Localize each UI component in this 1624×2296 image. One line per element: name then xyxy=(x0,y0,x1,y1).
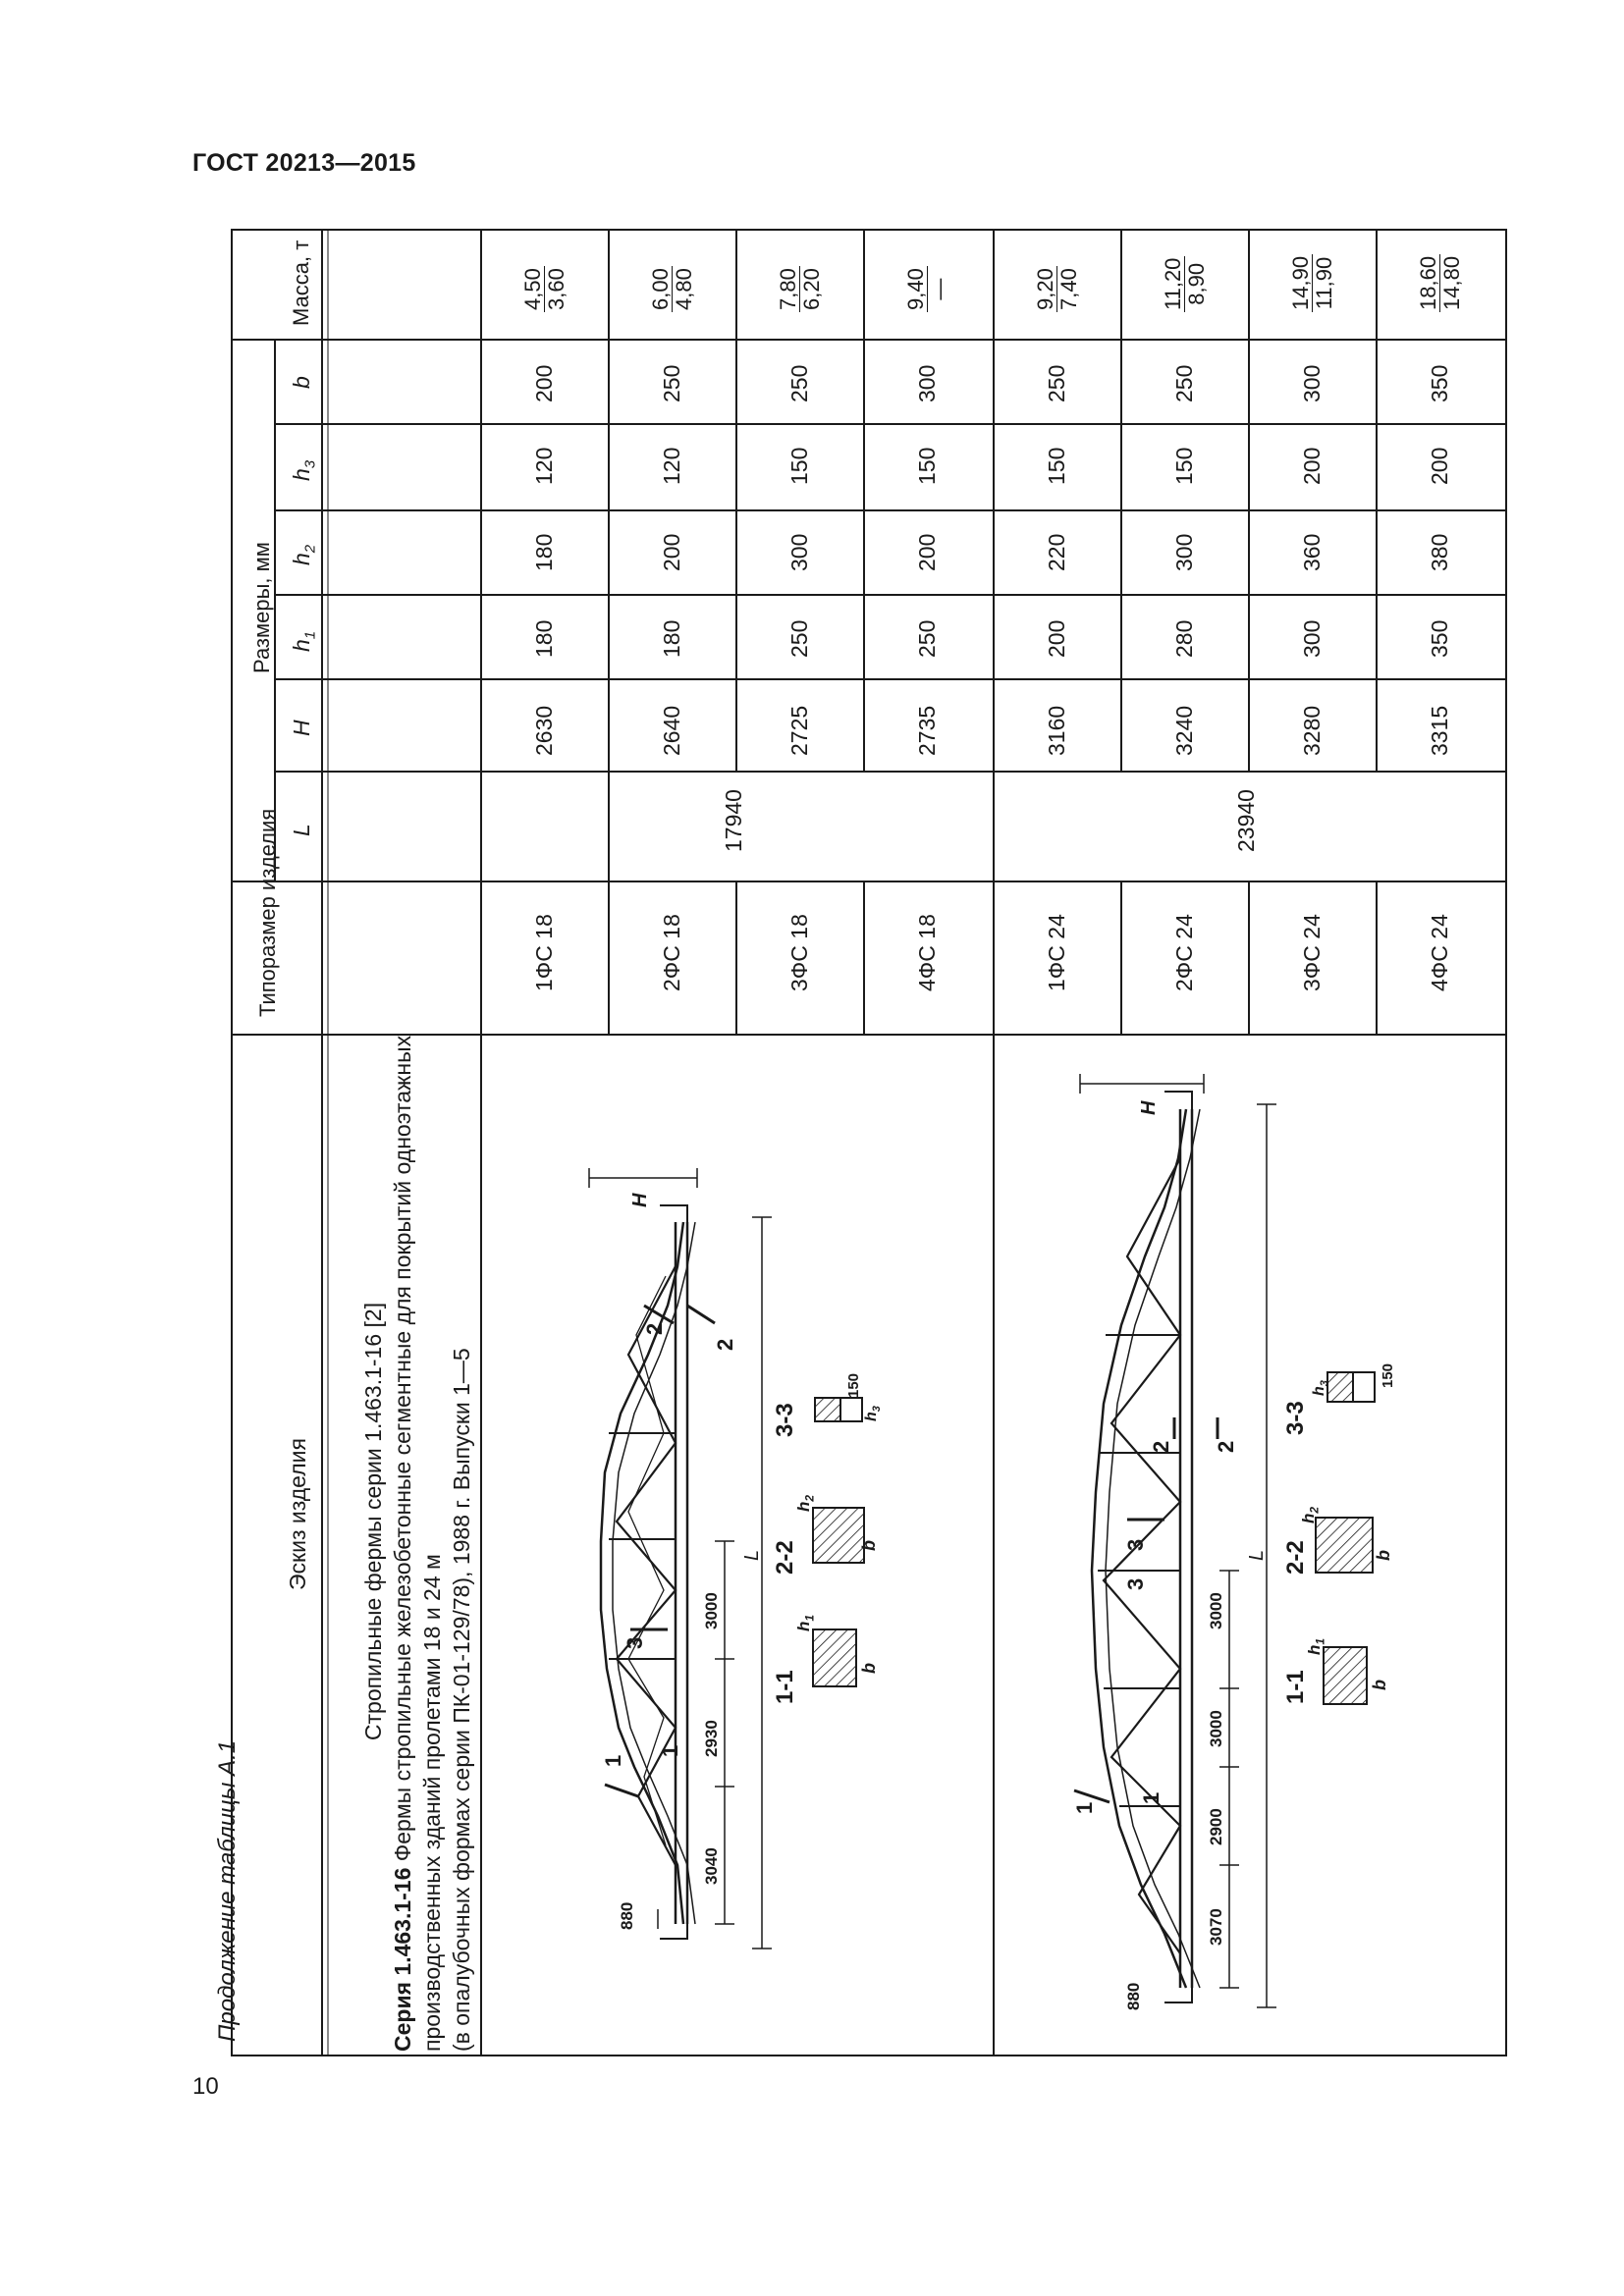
row-h3: 150 xyxy=(1171,447,1197,485)
header-dimensions: Размеры, мм xyxy=(249,542,274,673)
sketch24-mark-2b: 2 xyxy=(1214,1440,1238,1453)
row-H: 3280 xyxy=(1299,705,1325,756)
mass-denominator: — xyxy=(927,278,952,300)
header-mass: Масса, т xyxy=(289,240,313,326)
header-b: b xyxy=(289,376,314,389)
mass-numerator: 7,80 xyxy=(776,268,800,310)
sketch24-section-2-2: 2-2 xyxy=(1282,1540,1309,1575)
row-h1: 200 xyxy=(1044,619,1069,658)
row-h3: 200 xyxy=(1427,447,1452,485)
row-h2: 300 xyxy=(786,533,812,571)
row-H: 3240 xyxy=(1171,705,1197,756)
row-b: 300 xyxy=(1299,364,1325,402)
mass-denominator: 3,60 xyxy=(544,268,569,310)
row-h3: 120 xyxy=(531,447,557,485)
truss-18-sections xyxy=(601,1306,864,1796)
header-h1: $h_1$ xyxy=(289,630,319,652)
sketch18-section-2-2: 2-2 xyxy=(772,1540,798,1575)
table-continuation-caption: Продолжение таблицы А.1 xyxy=(214,1739,241,2042)
sketch18-mark-2b: 2 xyxy=(713,1338,737,1351)
row-b: 250 xyxy=(786,364,812,402)
sketch18-h1: $h_1$ xyxy=(794,1614,817,1631)
row-b: 250 xyxy=(1171,364,1197,402)
sketch18-mark-3: 3 xyxy=(623,1636,647,1649)
sketch18-mark-1b: 1 xyxy=(658,1744,682,1757)
row-H: 3160 xyxy=(1044,705,1069,756)
L-group-18: 17940 xyxy=(721,789,746,852)
row-h3: 150 xyxy=(1044,447,1069,485)
L-group-24: 23940 xyxy=(1233,789,1259,852)
row-H: 2725 xyxy=(786,705,812,756)
page-number: 10 xyxy=(192,2073,219,2100)
sketch24-dim1: 3070 xyxy=(1207,1908,1225,1946)
sketch24-section-1-1: 1-1 xyxy=(1282,1670,1309,1704)
row-h1: 280 xyxy=(1171,619,1197,658)
sketch18-b2: b xyxy=(859,1540,879,1551)
truss-24-drawing xyxy=(1080,1074,1276,2007)
series-title: Стропильные фермы серии 1.463.1-16 [2] xyxy=(360,1302,386,1741)
sketch18-mark-1: 1 xyxy=(601,1754,625,1767)
series-desc: Фермы стропильные железобетонные сегментные для покрытий одноэтажных производственных зданий пролетами 18 и 24 м xyxy=(390,1035,445,2052)
row-h3: 150 xyxy=(786,447,812,485)
row-b: 300 xyxy=(914,364,940,402)
row-b: 350 xyxy=(1427,364,1452,402)
row-h2: 200 xyxy=(659,533,684,571)
sketch18-section-3-3: 3-3 xyxy=(772,1403,798,1437)
row-b: 250 xyxy=(659,364,684,402)
sketch18-150: 150 xyxy=(845,1372,862,1398)
mass-denominator: 11,90 xyxy=(1312,256,1337,310)
header-h2: $h_2$ xyxy=(289,544,319,565)
sketch24-mark-1: 1 xyxy=(1072,1801,1097,1814)
mass-numerator: 14,90 xyxy=(1288,255,1313,310)
mass-numerator: 9,20 xyxy=(1033,268,1057,310)
mass-denominator: 4,80 xyxy=(672,268,697,310)
row-H: 2735 xyxy=(914,705,940,756)
row-h3: 200 xyxy=(1299,447,1325,485)
series-code: Серия 1.463.1-16 xyxy=(390,1867,415,2052)
mass-numerator: 6,00 xyxy=(648,268,673,310)
sketch24-section-3-3: 3-3 xyxy=(1282,1401,1309,1435)
sketch18-dim3: 3000 xyxy=(702,1592,721,1629)
sketch24-dim3: 3000 xyxy=(1207,1710,1225,1747)
sketch24-h2: $h_2$ xyxy=(1299,1506,1322,1523)
sketch24-H-label: H xyxy=(1138,1100,1160,1115)
row-type: 4ФС 24 xyxy=(1427,914,1452,991)
row-h2: 180 xyxy=(531,533,557,571)
row-type: 2ФС 24 xyxy=(1171,914,1197,991)
row-type: 3ФС 24 xyxy=(1299,914,1325,991)
row-h2: 300 xyxy=(1171,533,1197,571)
row-H: 3315 xyxy=(1427,705,1452,756)
sketch18-dim1: 3040 xyxy=(702,1847,721,1885)
row-H: 2640 xyxy=(659,705,684,756)
sketch18-H-label: H xyxy=(629,1193,651,1207)
row-h3: 120 xyxy=(659,447,684,485)
row-h1: 180 xyxy=(659,619,684,658)
mass-denominator: 14,80 xyxy=(1439,255,1465,310)
row-h1: 350 xyxy=(1427,619,1452,658)
sketch18-h2: $h_2$ xyxy=(794,1494,817,1512)
sketch24-h3: $h_3$ xyxy=(1311,1380,1331,1396)
sketch18-880: 880 xyxy=(618,1901,636,1930)
row-b: 250 xyxy=(1044,364,1069,402)
header-sketch: Эскиз изделия xyxy=(285,1438,310,1590)
row-h2: 360 xyxy=(1299,533,1325,571)
sketch24-L-label: L xyxy=(1246,1549,1268,1561)
row-h1: 180 xyxy=(531,619,557,658)
row-H: 2630 xyxy=(531,705,557,756)
row-type: 2ФС 18 xyxy=(659,914,684,991)
sketch24-b2: b xyxy=(1374,1550,1393,1561)
row-h2: 220 xyxy=(1044,533,1069,571)
row-type: 4ФС 18 xyxy=(914,914,940,991)
document-header: ГОСТ 20213—2015 xyxy=(192,149,416,177)
series-desc2: (в опалубочных формах серии ПК-01-129/78), 1988 г. Выпуски 1—5 xyxy=(449,1348,474,2052)
row-h2: 200 xyxy=(914,533,940,571)
row-h1: 300 xyxy=(1299,619,1325,658)
header-L: L xyxy=(289,824,314,836)
row-type: 3ФС 18 xyxy=(786,914,812,991)
sketch18-h3: $h_3$ xyxy=(863,1406,884,1421)
sketch24-mark-3: 3 xyxy=(1123,1577,1148,1590)
sketch18-L-label: L xyxy=(741,1549,763,1561)
row-type: 1ФС 24 xyxy=(1044,914,1069,991)
sketch18-b1: b xyxy=(859,1663,879,1674)
row-h3: 150 xyxy=(914,447,940,485)
sketch24-dim4: 3000 xyxy=(1207,1592,1225,1629)
sketch18-dim2: 2930 xyxy=(702,1720,721,1757)
row-type: 1ФС 18 xyxy=(531,914,557,991)
sketch24-b1: b xyxy=(1370,1680,1389,1690)
mass-denominator: 7,40 xyxy=(1056,268,1082,310)
row-b: 200 xyxy=(531,364,557,402)
header-H: H xyxy=(289,720,314,736)
sketch24-150: 150 xyxy=(1380,1362,1396,1388)
row-h1: 250 xyxy=(786,619,812,658)
row-h1: 250 xyxy=(914,619,940,658)
sketch24-h1: $h_1$ xyxy=(1305,1637,1327,1655)
sketch24-mark-2: 2 xyxy=(1149,1440,1173,1453)
mass-numerator: 11,20 xyxy=(1161,257,1185,310)
mass-numerator: 4,50 xyxy=(520,268,545,310)
sketch18-mark-2: 2 xyxy=(642,1322,667,1335)
mass-denominator: 6,20 xyxy=(799,268,825,310)
sketch24-880: 880 xyxy=(1124,1982,1143,2010)
row-h2: 380 xyxy=(1427,533,1452,571)
header-h3: $h_3$ xyxy=(289,459,319,481)
sketch24-mark-1b: 1 xyxy=(1139,1791,1164,1804)
mass-denominator: 8,90 xyxy=(1184,262,1210,305)
sketch24-mark-3b: 3 xyxy=(1123,1538,1148,1551)
mass-numerator: 9,40 xyxy=(903,268,928,310)
mass-numerator: 18,60 xyxy=(1416,255,1440,310)
sketch18-section-1-1: 1-1 xyxy=(772,1670,798,1704)
sketch24-dim2: 2900 xyxy=(1207,1808,1225,1845)
header-type: Типоразмер изделия xyxy=(255,808,280,1017)
